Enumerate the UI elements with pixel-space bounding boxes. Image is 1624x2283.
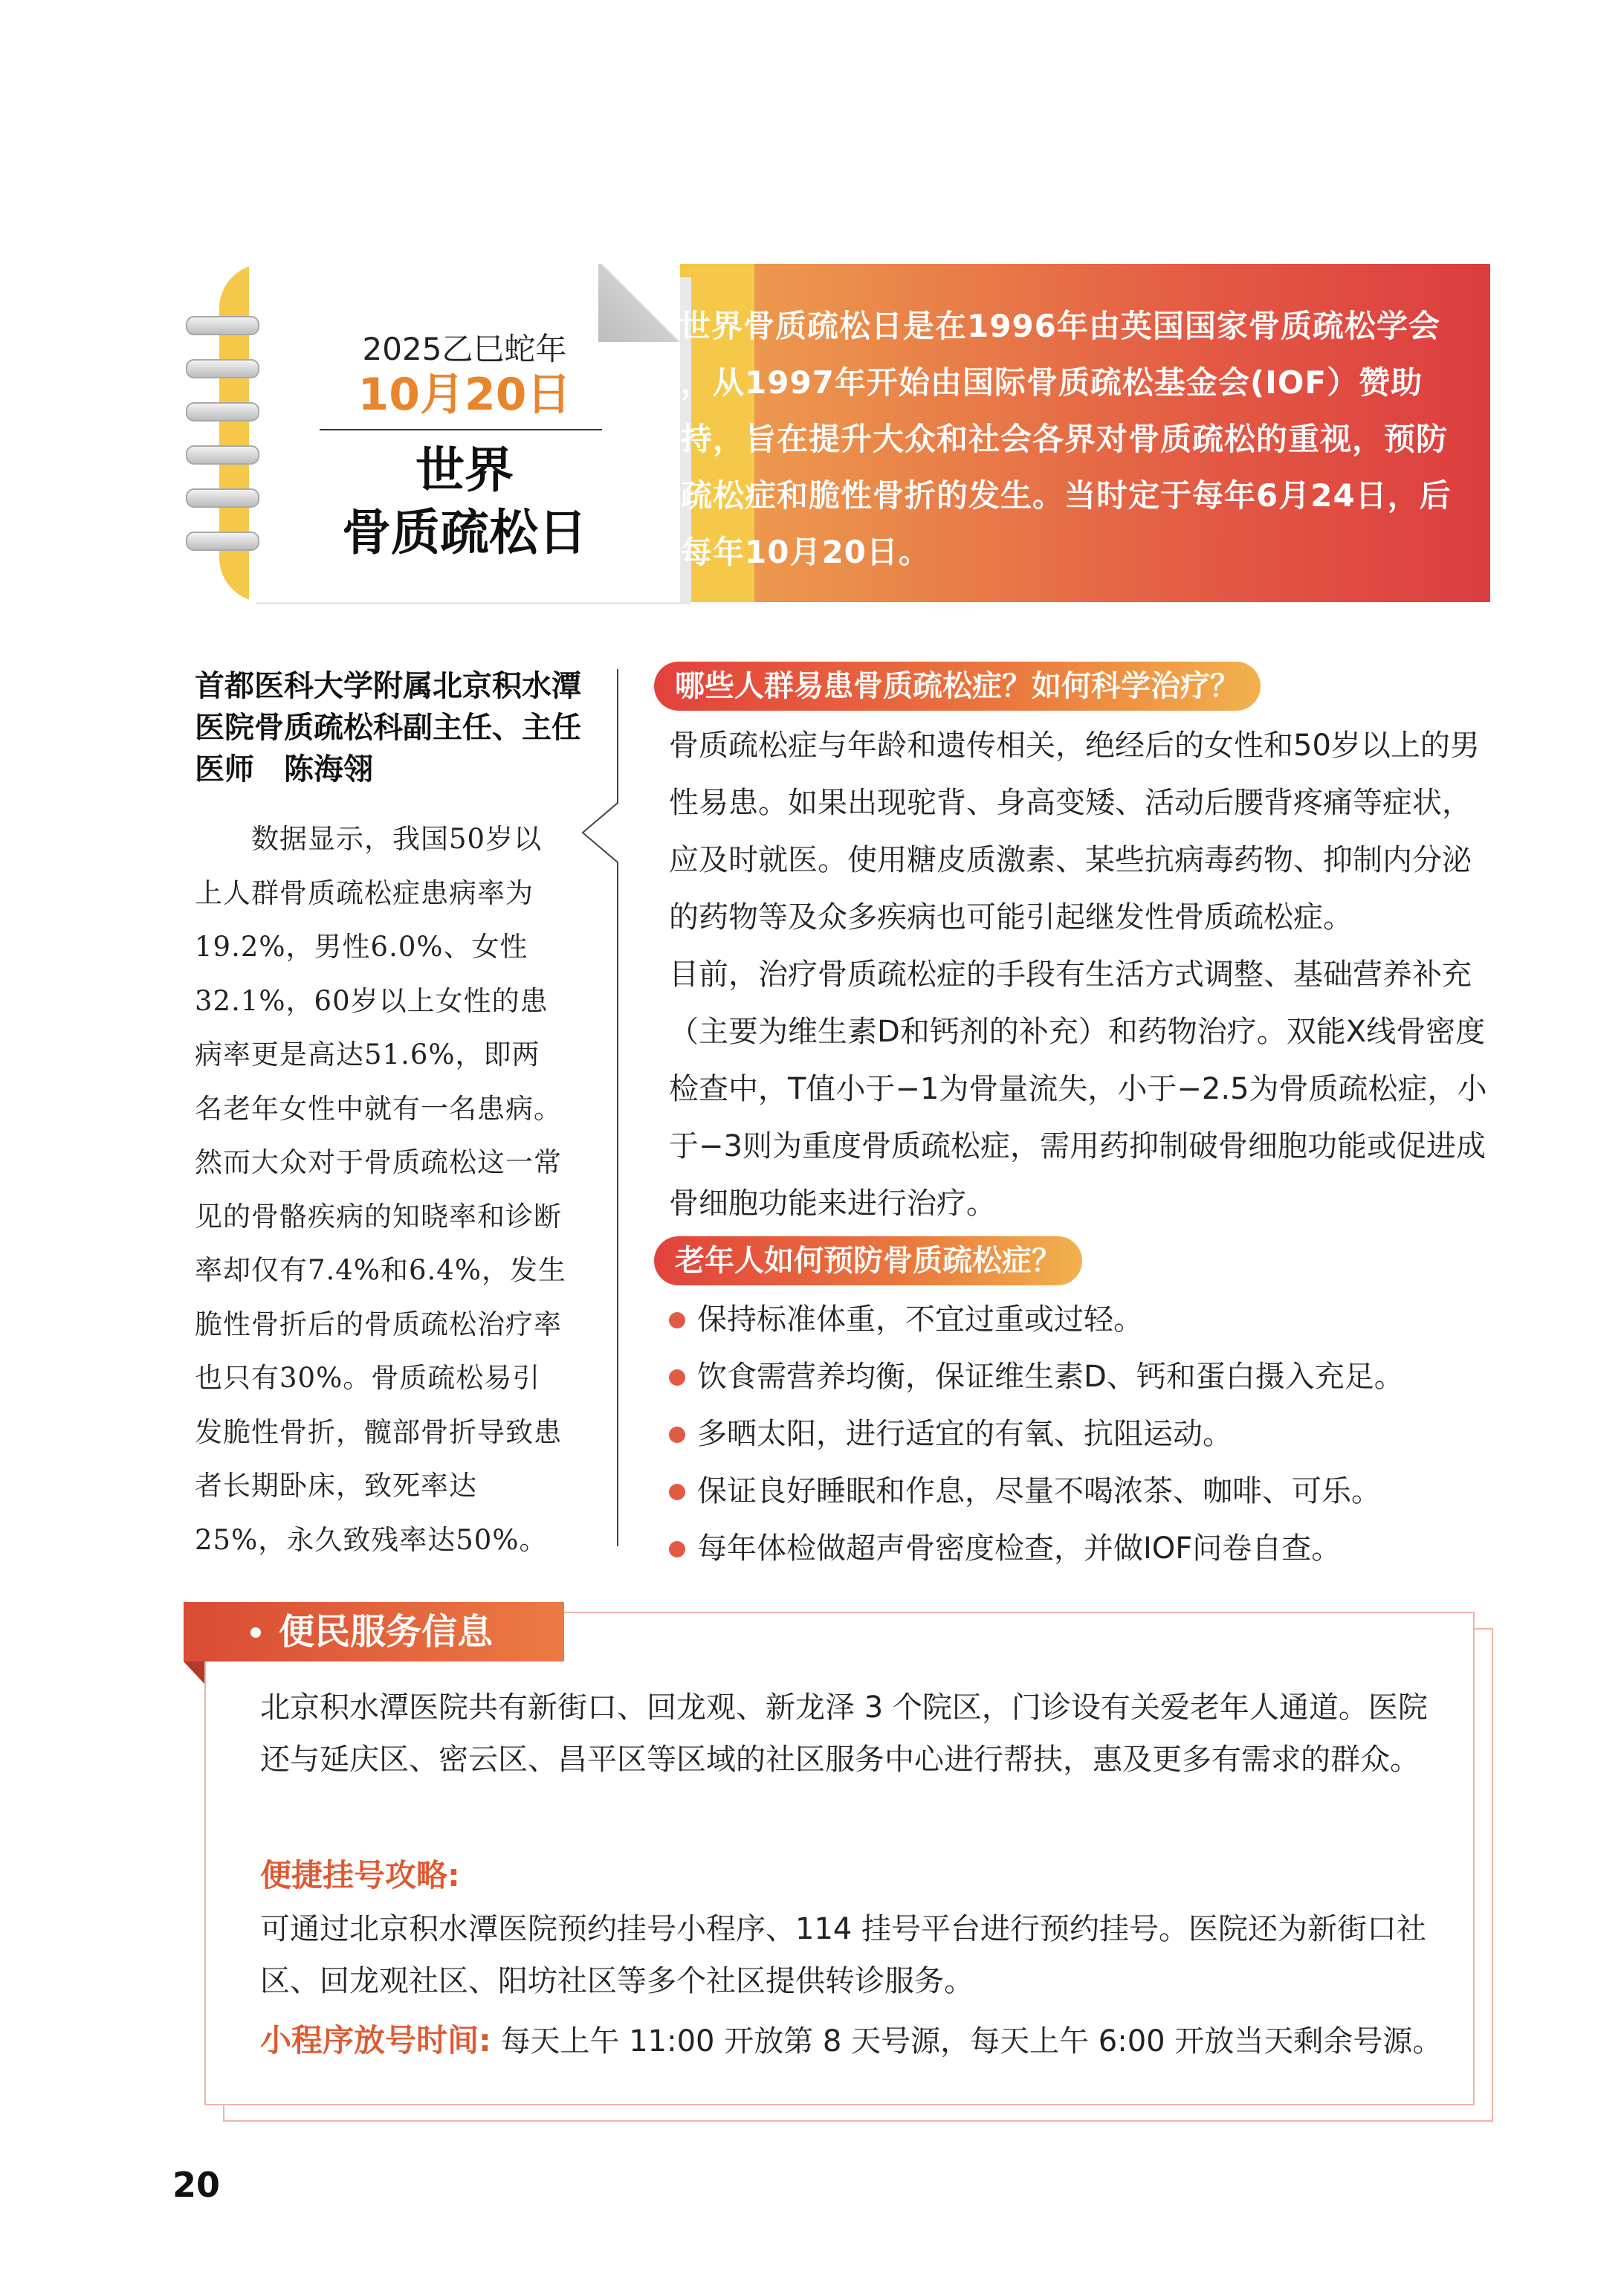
section-tag-prevention: 老年人如何预防骨质疏松症？ [654, 1236, 1082, 1285]
page-number: 20 [172, 2165, 221, 2205]
calendar-title-line1: 世界 [415, 442, 514, 499]
release-time-line [260, 2016, 1464, 2061]
list-item: 多晒太阳，进行适宜的有氧、抗阻运动。 [669, 1406, 1494, 1463]
column-divider [617, 874, 618, 1546]
calendar-date: 10月20日 [358, 369, 572, 421]
registration-heading: 便捷挂号攻略: [260, 1857, 460, 1893]
treatment-paragraph-2: 目前，治疗骨质疏松症的手段有生活方式调整、基础营养补充（主要为维生素D和钙剂的补充）和药物治疗。双能X线骨密度检查中，T值小于−1为骨量流失，小于−2.5为骨质疏松症，小于−3则为重度骨质疏松症，需用药抑制破骨细胞功能或促进成骨细胞功能来进行治疗。 [669, 958, 1487, 1221]
list-item: 保证良好睡眠和作息，尽量不喝浓茶、咖啡、可乐。 [669, 1463, 1494, 1520]
list-item: 保持标准体重，不宜过重或过轻。 [669, 1291, 1494, 1349]
section-tag-treatment: 哪些人群易患骨质疏松症？如何科学治疗？ [654, 662, 1261, 711]
divider-notch [581, 788, 618, 892]
prevention-list [669, 1291, 1494, 1578]
release-time-heading: 小程序放号时间: [260, 2022, 491, 2058]
list-item: 饮食需营养均衡，保证维生素D、钙和蛋白摄入充足。 [669, 1349, 1494, 1406]
service-intro: 北京积水潭医院共有新街口、回龙观、新龙泽 3 个院区，门诊设有关爱老年人通道。医院还与延庆区、密云区、昌平区等区域的社区服务中心进行帮扶，惠及更多有需求的群众。 [260, 1691, 1428, 1777]
treatment-body [669, 717, 1494, 1233]
column-divider [617, 669, 618, 803]
author-byline: 首都医科大学附属北京积水潭医院骨质疏松科副主任、主任医师 陈海翎 [195, 669, 581, 787]
calendar-title [249, 439, 680, 564]
list-item: 每年体检做超声骨密度检查，并做IOF问卷自查。 [669, 1520, 1494, 1578]
calendar-title-line2: 骨质疏松日 [342, 504, 587, 561]
statistics-paragraph: 数据显示，我国50岁以上人群骨质疏松症患病率为19.2%，男性6.0%、女性32.1%，60岁以上女性的患病率更是高达51.6%，即两名老年女性中就有一名患病。然而大众对于骨质疏松这一常见的骨骼疾病的知晓率和诊断率却仅有7.4%和6.4%，发生脆性骨折后的骨质疏松治疗率也只有30%。骨质疏松易引发脆性骨折，髋部骨折导致患者长期卧床，致死率达25%，永久致残率达50%。 [195, 823, 566, 1556]
release-time-text: 每天上午 11:00 开放第 8 天号源，每天上午 6:00 开放当天剩余号源。 [491, 2024, 1443, 2058]
bullet-dot-icon [250, 1627, 261, 1638]
calendar-year: 2025乙巳蛇年 [362, 331, 567, 367]
treatment-paragraph-1: 骨质疏松症与年龄和遗传相关，绝经后的女性和50岁以上的男性易患。如果出现驼背、身高变矮、活动后腰背疼痛等症状，应及时就医。使用糖皮质激素、某些抗病毒药物、抑制内分泌的药物等及众多疾病也可能引起继发性骨质疏松症。 [669, 729, 1480, 934]
service-tag-label: 便民服务信息 [279, 1611, 494, 1653]
calendar-header [186, 264, 1490, 602]
service-tag [184, 1602, 564, 1662]
service-tag-fold [184, 1662, 204, 1684]
calendar-divider [320, 429, 602, 430]
registration-paragraph: 可通过北京积水潭医院预约挂号小程序、114 挂号平台进行预约挂号。医院还为新街口社区、回龙观社区、阳坊社区等多个社区提供转诊服务。 [260, 1912, 1427, 1998]
banner-text: 世界骨质疏松日是在1996年由英国国家骨质疏松学会创办，从1997年开始由国际骨质疏松基金会(IOF）赞助和支持，旨在提升大众和社会各界对骨质疏松的重视，预防骨质疏松症和脆性骨折的发生。当时定于每年6月24日，后改为每年10月20日。 [617, 308, 1452, 570]
